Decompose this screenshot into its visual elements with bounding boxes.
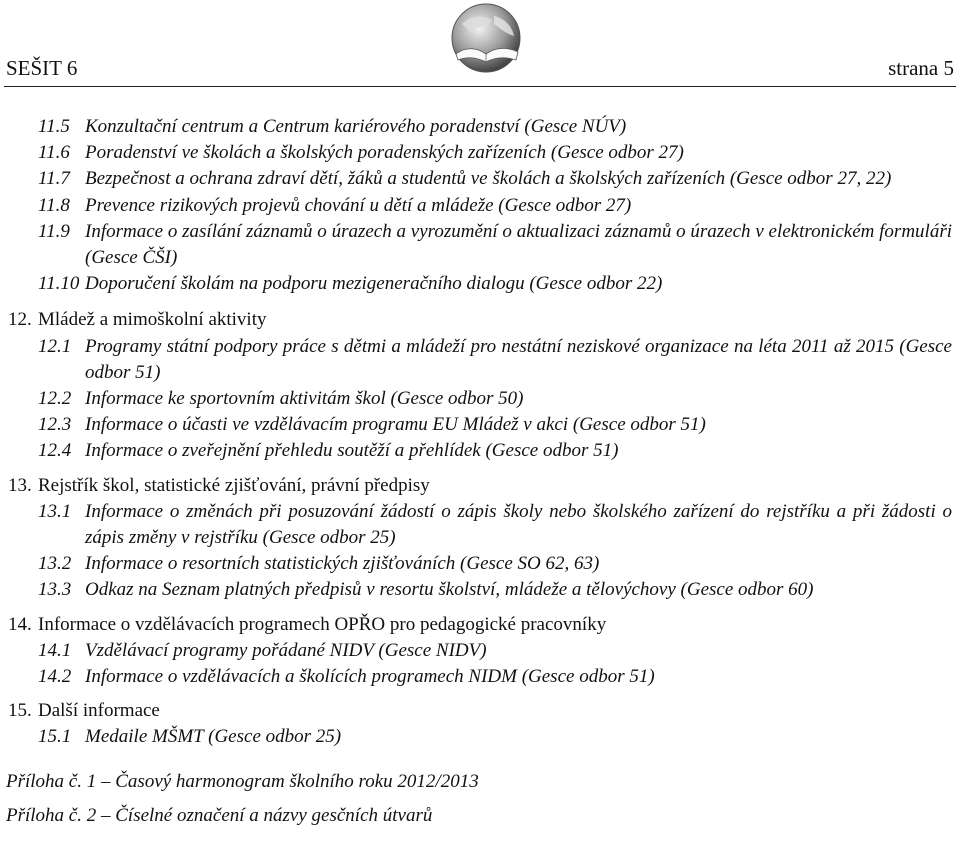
item-text: Vzdělávací programy pořádané NIDV (Gesce NIDV) — [85, 639, 487, 661]
section-11-items — [0, 114, 960, 297]
item-text: Doporučení školám na podporu mezigeneračního dialogu (Gesce odbor 22) — [85, 273, 663, 295]
item-text: Medaile MŠMT (Gesce odbor 25) — [85, 726, 342, 748]
list-item — [0, 166, 960, 192]
section-heading — [0, 612, 960, 638]
list-item — [0, 114, 960, 140]
item-number: 14.2 — [38, 666, 72, 688]
list-item — [0, 271, 960, 297]
section-heading — [0, 307, 960, 333]
section-title: Rejstřík škol, statistické zjišťování, právní předpisy — [38, 474, 430, 496]
item-number: 12.1 — [38, 335, 72, 357]
annex-label: Příloha č. 1 — [6, 770, 97, 792]
item-number: 11.7 — [38, 168, 70, 190]
section-title: Mládež a mimoškolní aktivity — [38, 309, 267, 331]
item-number: 11.6 — [38, 142, 70, 164]
item-text: Informace o zveřejnění přehledu soutěží a přehlídek (Gesce odbor 51) — [85, 440, 619, 462]
list-item — [0, 219, 960, 271]
section-number: 15. — [8, 700, 32, 722]
item-text: Odkaz na Seznam platných předpisů v resortu školství, mládeže a tělovýchovy (Gesce odbor 60) — [85, 579, 814, 601]
item-number: 13.3 — [38, 579, 72, 601]
item-text: Informace o zasílání záznamů o úrazech a vyrozumění o aktualizaci záznamů o úrazech v elektronickém formuláři (Gesce ČŠI) — [85, 220, 952, 269]
item-text: Informace o účasti ve vzdělávacím programu EU Mládež v akci (Gesce odbor 51) — [85, 414, 706, 436]
list-item — [0, 551, 960, 577]
annex-2 — [0, 803, 960, 829]
table-of-contents — [0, 114, 960, 829]
item-number: 12.2 — [38, 388, 72, 410]
section-number: 12. — [8, 309, 32, 331]
section-heading — [0, 473, 960, 499]
item-number: 12.4 — [38, 440, 72, 462]
list-item — [0, 664, 960, 690]
list-item — [0, 577, 960, 603]
list-item — [0, 499, 960, 551]
annex-label: Příloha č. 2 — [6, 804, 97, 826]
item-text: Bezpečnost a ochrana zdraví dětí, žáků a studentů ve školách a školských zařízeních (Gesce odbor 27, 22) — [85, 168, 892, 190]
item-text: Poradenství ve školách a školských poradenských zařízeních (Gesce odbor 27) — [85, 142, 684, 164]
list-item — [0, 438, 960, 464]
section-12 — [0, 307, 960, 464]
item-number: 15.1 — [38, 726, 72, 748]
item-number: 13.1 — [38, 500, 72, 522]
list-item — [0, 140, 960, 166]
item-number: 11.8 — [38, 194, 70, 216]
booklet-label: SEŠIT 6 — [6, 56, 78, 80]
header-divider — [4, 86, 956, 87]
annex-1 — [0, 769, 960, 795]
annex-text: – Časový harmonogram školního roku 2012/2013 — [101, 770, 479, 792]
item-number: 11.9 — [38, 220, 70, 242]
section-14 — [0, 612, 960, 691]
list-item — [0, 193, 960, 219]
list-item — [0, 386, 960, 412]
item-number: 13.2 — [38, 553, 72, 575]
item-text: Informace ke sportovním aktivitám škol (Gesce odbor 50) — [85, 388, 524, 410]
section-15 — [0, 698, 960, 750]
item-text: Informace o resortních statistických zjišťováních (Gesce SO 62, 63) — [85, 553, 600, 575]
section-number: 14. — [8, 613, 32, 635]
section-title: Informace o vzdělávacích programech OPŘO pro pedagogické pracovníky — [38, 613, 607, 635]
section-title: Další informace — [38, 700, 160, 722]
annex-text: – Číselné označení a názvy gesčních útvarů — [101, 804, 433, 826]
item-number: 11.5 — [38, 116, 70, 137]
list-item — [0, 334, 960, 386]
item-text: Prevence rizikových projevů chování u dětí a mládeže (Gesce odbor 27) — [85, 194, 632, 216]
item-text: Informace o změnách při posuzování žádostí o zápis školy nebo školského zařízení do rejstříku a při žádosti o zápis změny v rejstříku (Gesce odbor 25) — [85, 500, 952, 549]
item-number: 12.3 — [38, 414, 72, 436]
section-13 — [0, 473, 960, 604]
list-item — [0, 412, 960, 438]
item-text: Konzultační centrum a Centrum kariérového poradenství (Gesce NÚV) — [85, 116, 627, 137]
section-heading — [0, 698, 960, 724]
item-text: Informace o vzdělávacích a školících programech NIDM (Gesce odbor 51) — [85, 666, 655, 688]
list-item — [0, 724, 960, 750]
item-text: Programy státní podpory práce s dětmi a mládeží pro nestátní neziskové organizace na léta 2011 až 2015 (Gesce odbor 51) — [85, 335, 952, 383]
section-number: 13. — [8, 474, 32, 496]
globe-book-logo — [448, 2, 524, 76]
page-number: strana 5 — [888, 56, 954, 80]
item-number: 11.10 — [38, 273, 80, 295]
list-item — [0, 638, 960, 664]
item-number: 14.1 — [38, 639, 72, 661]
